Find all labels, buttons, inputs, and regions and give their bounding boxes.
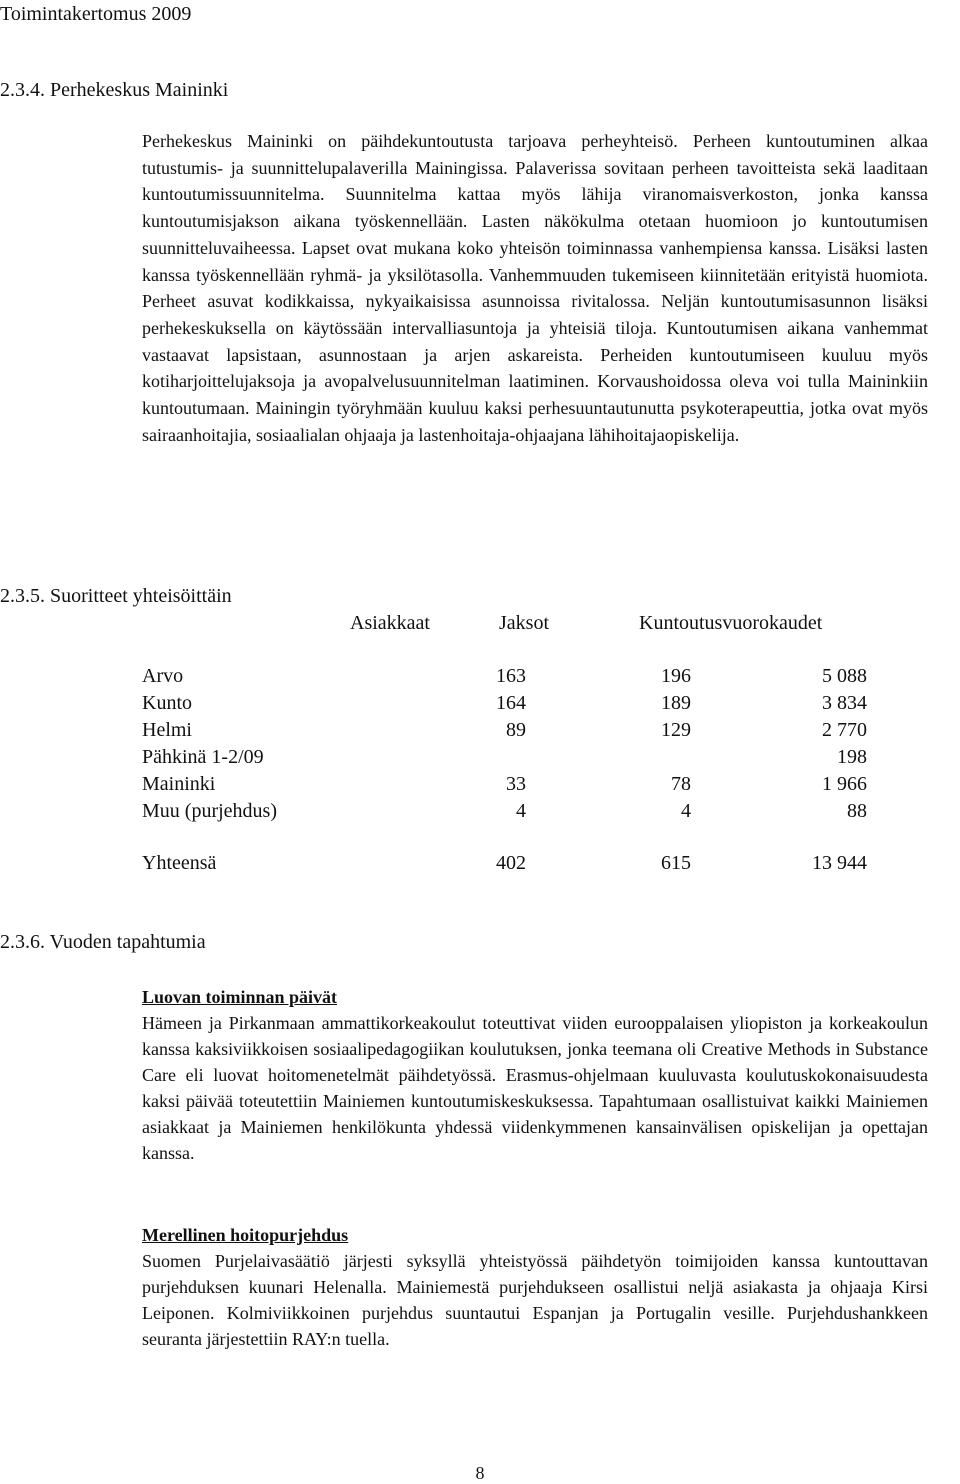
row-vuorokaudet: 1 966 bbox=[822, 773, 867, 795]
row-asiakkaat: 163 bbox=[496, 665, 526, 687]
page-number: 8 bbox=[475, 1463, 485, 1483]
table-row bbox=[142, 771, 867, 798]
row-vuorokaudet: 198 bbox=[837, 746, 867, 768]
total-name: Yhteensä bbox=[142, 852, 217, 874]
row-asiakkaat: 4 bbox=[516, 800, 526, 822]
services-table bbox=[142, 610, 867, 880]
row-vuorokaudet: 3 834 bbox=[822, 692, 867, 714]
total-asiakkaat: 402 bbox=[496, 852, 526, 874]
column-header-jaksot: Jaksot bbox=[499, 612, 549, 634]
row-name: Maininki bbox=[142, 773, 216, 795]
row-jaksot: 129 bbox=[661, 719, 691, 741]
row-jaksot: 189 bbox=[661, 692, 691, 714]
row-name: Kunto bbox=[142, 692, 192, 714]
row-jaksot: 4 bbox=[681, 800, 691, 822]
row-jaksot: 78 bbox=[671, 773, 691, 795]
table-row bbox=[142, 717, 867, 744]
document-header: Toimintakertomus 2009 bbox=[0, 3, 192, 25]
total-jaksot: 615 bbox=[661, 852, 691, 874]
row-asiakkaat: 89 bbox=[506, 719, 526, 741]
row-name: Pähkinä 1-2/09 bbox=[142, 746, 264, 768]
row-vuorokaudet: 88 bbox=[847, 800, 867, 822]
column-header-vuorokaudet: Kuntoutusvuorokaudet bbox=[639, 612, 823, 634]
event-text-luovan-toiminnan-paivat: Hämeen ja Pirkanmaan ammattikorkeakoulut toteuttivat viiden eurooppalaisen yliopiston ja korkeakoulun kanssa kaksiviikkoisen sosiaalipedagogiikan koulutuksen, jonka teemana oli Creative Methods in Substance Care eli luovat hoitomenetelmät päihdetyössä. Erasmus-ohjelmaan kuuluvasta koulutuskokonaisuudesta kaksi päivää toteutettiin Mainiemen kuntoutumiskeskuksessa. Tapahtumaan osallistuivat kaikki Mainiemen asiakkaat ja Mainiemen henkilökunta yhdessä viidenkymmenen kansainvälisen opiskelijan ja opettajan kanssa. bbox=[142, 1013, 928, 1163]
row-asiakkaat: 33 bbox=[506, 773, 526, 795]
section-heading-236: 2.3.6. Vuoden tapahtumia bbox=[0, 931, 206, 953]
row-vuorokaudet: 2 770 bbox=[822, 719, 867, 741]
row-name: Arvo bbox=[142, 665, 184, 687]
section-heading-234: 2.3.4. Perhekeskus Maininki bbox=[0, 79, 229, 101]
section-heading-235: 2.3.5. Suoritteet yhteisöittäin bbox=[0, 585, 232, 607]
event-text-merellinen-hoitopurjehdus: Suomen Purjelaivasäätiö järjesti syksyllä yhteistyössä päihdetyön toimijoiden kanssa kuntouttavan purjehduksen kuunari Helenalla. Mainiemestä purjehdukseen osallistui neljä asiakasta ja ohjaaja Kirsi Leiponen. Kolmiviikkoinen purjehdus suuntautui Espanjan ja Portugalin vesille. Purjehdushankkeen seuranta järjestettiin RAY:n tuella. bbox=[142, 1251, 928, 1349]
row-asiakkaat: 164 bbox=[496, 692, 526, 714]
total-vuorokaudet: 13 944 bbox=[812, 852, 867, 874]
event-title-luovan-toiminnan-paivat: Luovan toiminnan päivät bbox=[142, 987, 338, 1007]
table-total-row bbox=[142, 850, 867, 877]
row-name: Helmi bbox=[142, 719, 192, 741]
table-row bbox=[142, 798, 867, 825]
table-row bbox=[142, 744, 867, 771]
table-row bbox=[142, 690, 867, 717]
row-jaksot: 196 bbox=[661, 665, 691, 687]
row-vuorokaudet: 5 088 bbox=[822, 665, 867, 687]
event-title-merellinen-hoitopurjehdus: Merellinen hoitopurjehdus bbox=[142, 1225, 349, 1245]
section-234-paragraph: Perhekeskus Maininki on päihdekuntoutusta tarjoava perheyhteisö. Perheen kuntoutuminen alkaa tutustumis- ja suunnittelupalaverilla Mainingissa. Palaverissa sovitaan perheen tavoitteista sekä laaditaan kuntoutumissuunnitelma. Suunnitelma kattaa myös lähija viranomaisverkoston, jonka kanssa kuntoutumisjakson aikana työskennellään. Lasten näkökulma otetaan huomioon jo kuntoutumisen suunnitteluvaiheessa. Lapset ovat mukana koko yhteisön toiminnassa vanhempiensa kanssa. Lisäksi lasten kanssa työskennellään ryhmä- ja yksilötasolla. Vanhemmuuden tukemiseen kiinnitetään erityistä huomiota. Perheet asuvat kodikkaissa, nykyaikaisissa asunnoissa rivitalossa. Neljän kuntoutumisasunnon lisäksi perhekeskuksella on käytössään intervalliasuntoja ja yhteisiä tiloja. Kuntoutumisen aikana vanhemmat vastaavat lapsistaan, asunnostaan ja arjen askareista. Perheiden kuntoutumiseen kuuluu myös kotiharjoittelujaksoja ja avopalvelusuunnitelman laatiminen. Korvaushoidossa oleva voi tulla Maininkiin kuntoutumaan. Mainingin työryhmään kuuluu kaksi perhesuuntautunutta psykoterapeuttia, jotka ovat myös sairaanhoitajia, sosiaalialan ohjaaja ja lastenhoitaja-ohjaajana lähihoitajaopiskelija. bbox=[142, 131, 928, 445]
table-row bbox=[142, 663, 867, 690]
column-header-asiakkaat: Asiakkaat bbox=[350, 612, 430, 634]
row-name: Muu (purjehdus) bbox=[142, 800, 277, 822]
